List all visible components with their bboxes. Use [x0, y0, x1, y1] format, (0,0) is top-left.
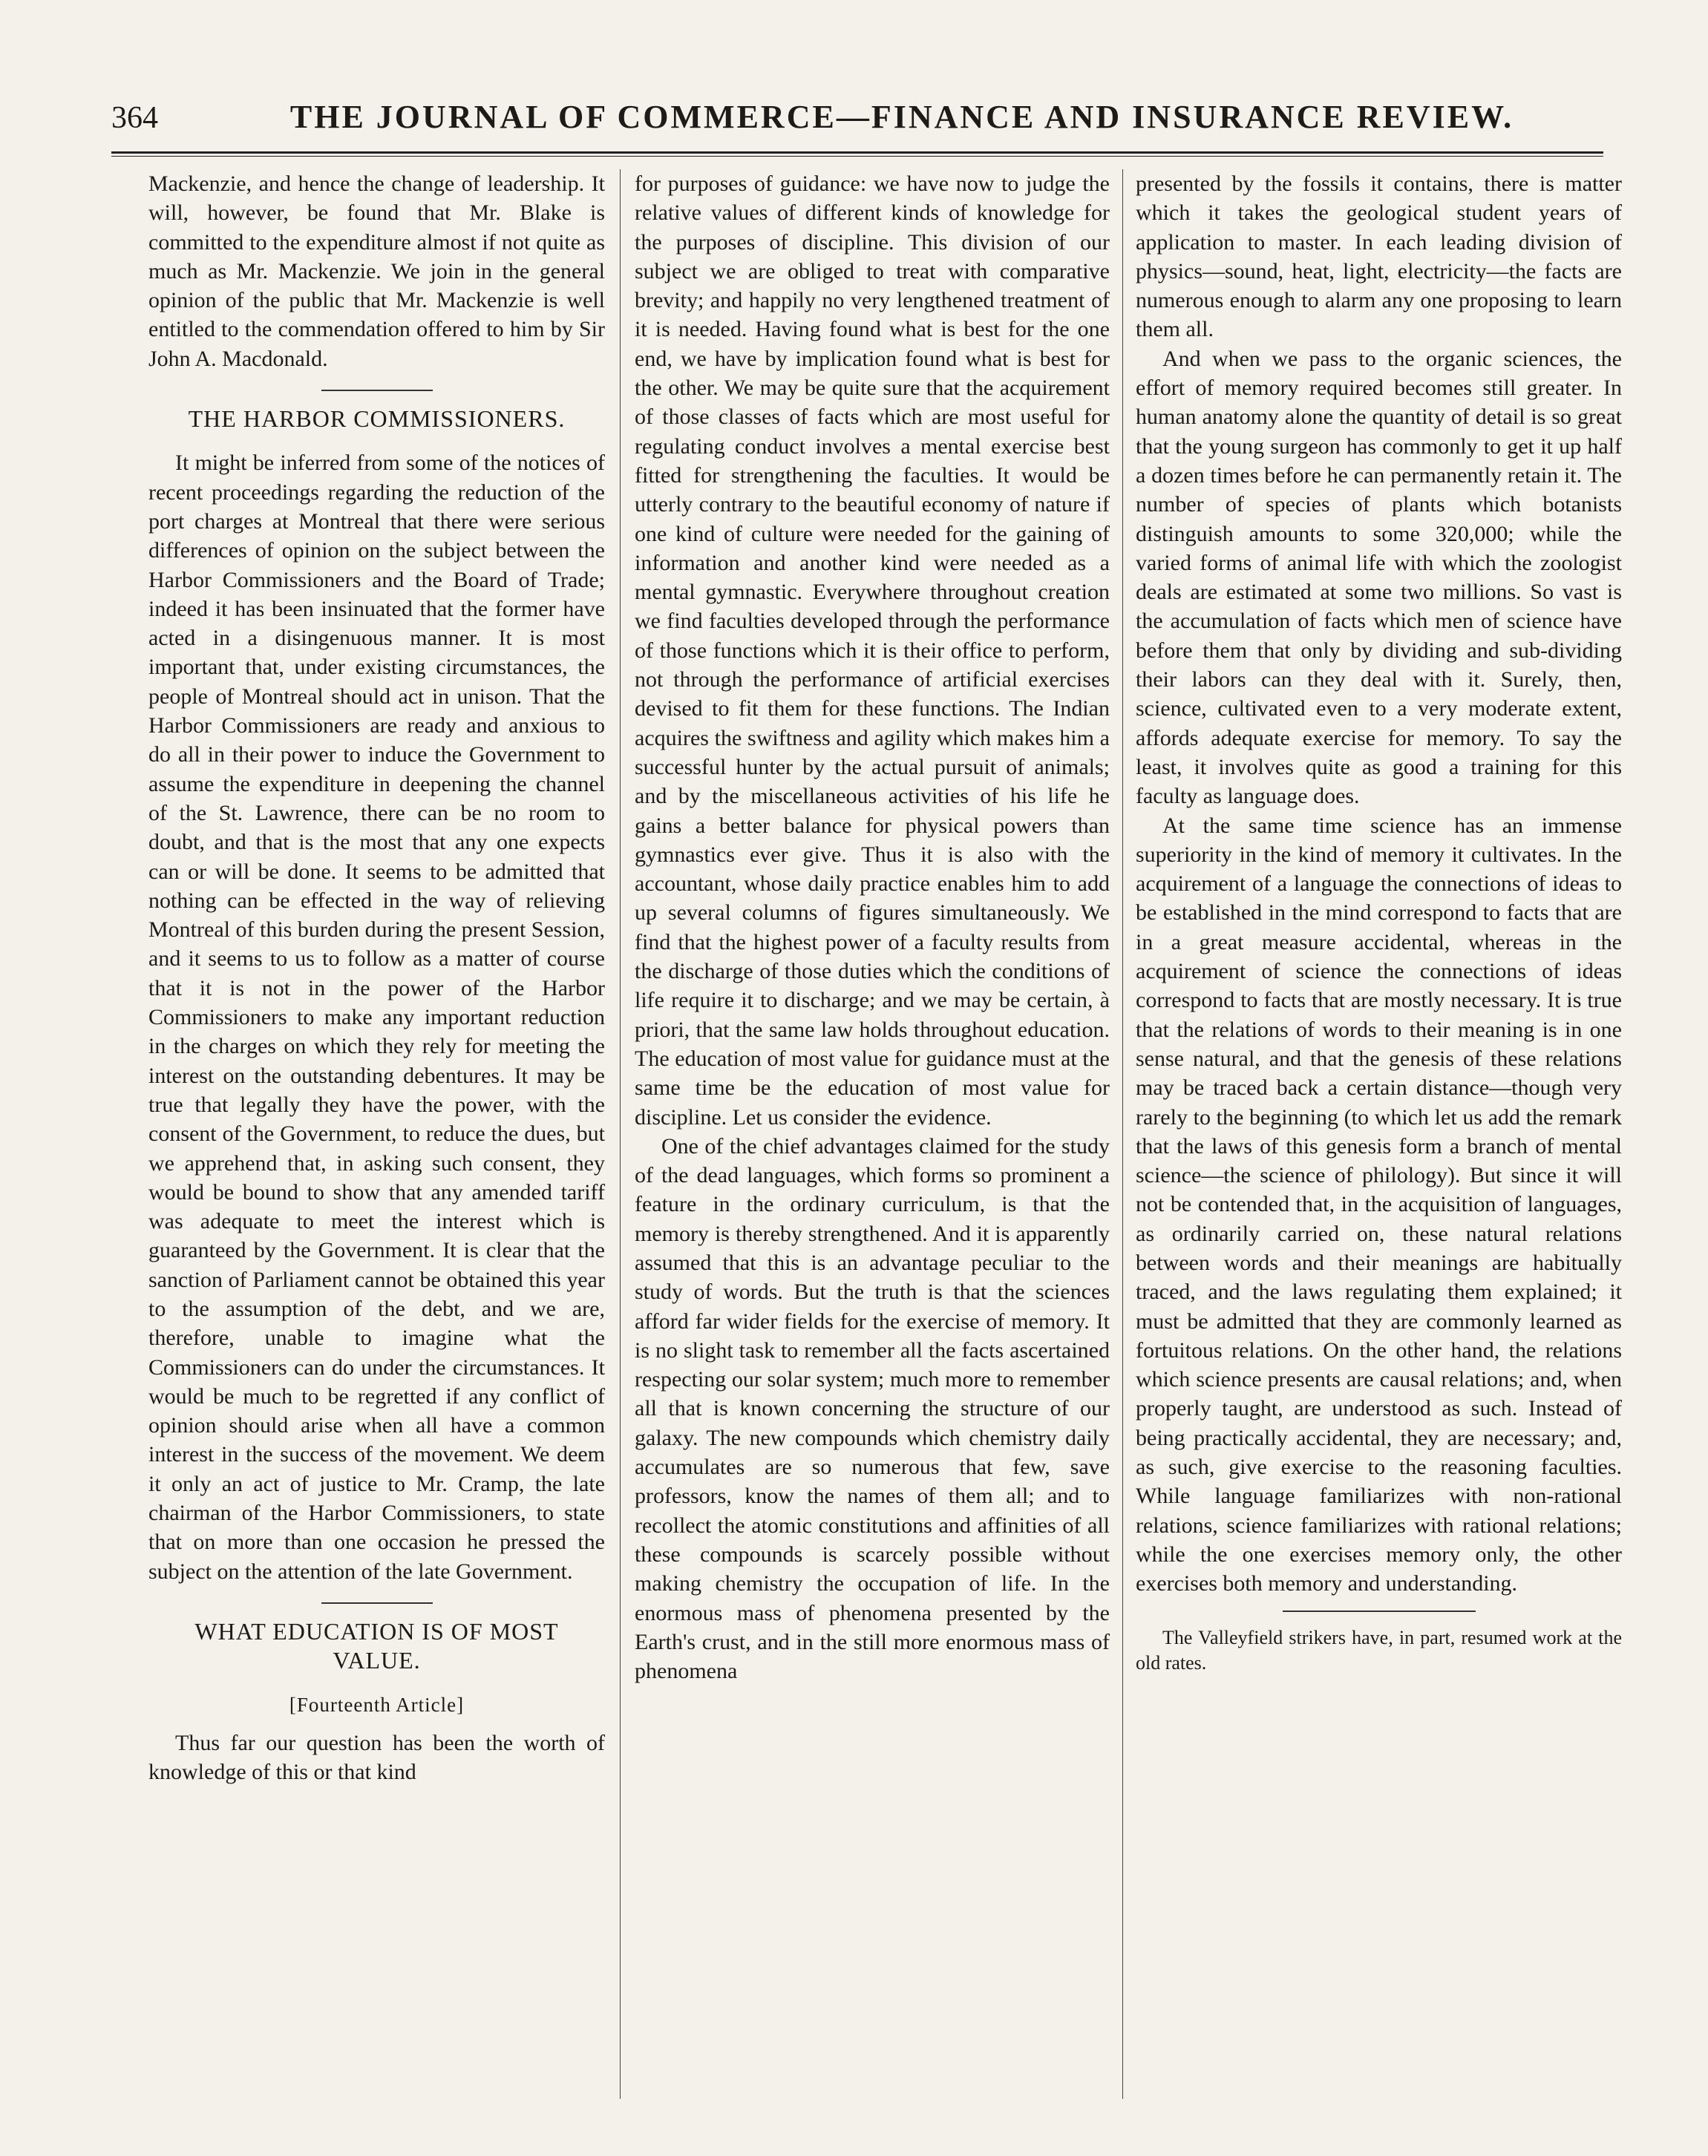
- column-3: [1136, 169, 1622, 2099]
- section-heading: WHAT EDUCATION IS OF MOST VALUE.: [194, 1617, 559, 1674]
- article-paragraph: And when we pass to the organic sciences, the effort of memory required becomes still greater. In human anatomy alone the quantity of detail is so great that the young surgeon has commonly to get it up half a dozen times before he can permanently retain it. The number of species of plants which botanists distinguish amounts to some 320,000; while the varied forms of animal life with which the zoologist deals are estimated at some two millions. So vast is the accumulation of facts which men of science have before them that only by dividing and sub-dividing their labors can they deal with it. Surely, then, science, cultivated even to a very moderate extent, affords adequate exercise for memory. To say the least, it involves quite as good a training for this faculty as language does.: [1136, 346, 1622, 809]
- column-divider: [620, 169, 621, 2099]
- news-note: The Valleyfield strikers have, in part, resumed work at the old rates.: [1136, 1626, 1622, 1674]
- column-2: [635, 169, 1110, 2099]
- column-1: [148, 169, 605, 2099]
- article-paragraph: Mackenzie, and hence the change of leadership. It will, however, be found that Mr. Blake is committed to the expenditure almost if not quite as much as Mr. Mackenzie. We join in the general opinion of the public that Mr. Mackenzie is well entitled to the commendation offered to him by Sir John A. Macdonald.: [148, 171, 605, 371]
- article-paragraph: It might be inferred from some of the notices of recent proceedings regarding the reduction of the port charges at Montreal that there were serious differences of opinion on the subject between the Harbor Commissioners and the Board of Trade; indeed it has been insinuated that the former have acted in a disingenuous manner. It is most important that, under existing circumstances, the people of Montreal should act in unison. That the Harbor Commissioners are ready and anxious to do all in their power to induce the Government to assume the expenditure in deepening the channel of the St. Lawrence, there can be no room to doubt, and that is the most that any one expects can or will be done. It seems to be admitted that nothing can be effected in the way of relieving Montreal of this burden during the present Session, and it seems to us to follow as a matter of course that it is not in the power of the Harbor Commissioners to make any important reduction in the charges on which they rely for meeting the interest on the outstanding debentures. It may be true that legally they have the power, with the consent of the Government, to reduce the dues, but we apprehend that, in asking such consent, they would be bound to show that any amended tariff was adequate to meet the interest which is guaranteed by the Government. It is clear that the sanction of Parliament cannot be obtained this year to the assumption of the debt, and we are, therefore, unable to imagine what the Commissioners can do under the circumstances. It would be much to be regretted if any conflict of opinion should arise when all have a common interest in the success of the movement. We deem it only an act of justice to Mr. Cramp, the late chairman of the Harbor Commissioners, to state that on more than one occasion he pressed the subject on the attention of the late Government.: [148, 450, 605, 1584]
- header-rule-thin: [111, 156, 1603, 157]
- journal-title: THE JOURNAL OF COMMERCE—FINANCE AND INSURANCE REVIEW.: [289, 99, 1514, 135]
- article-paragraph: Thus far our question has been the worth of knowledge of this or that kind: [148, 1730, 605, 1785]
- section-rule: [321, 1602, 433, 1604]
- article-paragraph: presented by the fossils it contains, there is matter which it takes the geological student years of application to master. In each leading division of physics—sound, heat, light, electricity—the facts are numerous enough to alarm any one proposing to learn them all.: [1136, 171, 1622, 342]
- article-subheading: [Fourteenth Article]: [289, 1693, 465, 1716]
- article-paragraph: One of the chief advantages claimed for the study of the dead languages, which forms so prominent a feature in the ordinary curriculum, is that the memory is thereby strengthened. And it is apparently assumed that this is an advantage peculiar to the study of words. But the truth is that the sciences afford far wider fields for the exercise of memory. It is no slight task to remember all the facts ascertained respecting our solar system; much more to remember all that is known concerning the structure of our galaxy. The new compounds which chemistry daily accumulates are so numerous that few, save professors, know the names of them all; and to recollect the atomic constitutions and affinities of all these compounds is scarcely possible without making chemistry the occupation of life. In the enormous mass of phenomena presented by the Earth's crust, and in the still more enormous mass of phenomena: [635, 1133, 1110, 1684]
- article-paragraph: for purposes of guidance: we have now to judge the relative values of different kinds of knowledge for the purposes of discipline. This division of our subject we are obliged to treat with comparative brevity; and happily no very lengthened treatment of it is needed. Having found what is best for the one end, we have by implication found what is best for the other. We may be quite sure that the acquirement of those classes of facts which are most useful for regulating conduct involves a mental exercise best fitted for strengthening the faculties. It would be utterly contrary to the beautiful economy of nature if one kind of culture were needed for the gaining of information and another kind were needed as a mental gymnastic. Everywhere throughout creation we find faculties developed through the performance of those functions which it is their office to perform, not through the performance of artificial exercises devised to fit them for these functions. The Indian acquires the swiftness and agility which makes him a successful hunter by the actual pursuit of animals; and by the miscellaneous activities of his life he gains a better balance for physical powers than gymnastics ever give. Thus it is also with the accountant, whose daily practice enables him to add up several columns of figures simultaneously. We find that the highest power of a faculty results from the discharge of those duties which the conditions of life require it to discharge; and we may be certain, à priori, that the same law holds throughout education. The education of most value for guidance must at the same time be the education of most value for discipline. Let us consider the evidence.: [635, 171, 1110, 1130]
- section-heading: THE HARBOR COMMISSIONERS.: [188, 405, 566, 433]
- section-rule: [1283, 1611, 1476, 1612]
- header-rule: [111, 151, 1603, 154]
- page-number: 364: [111, 101, 158, 135]
- column-divider: [1122, 169, 1123, 2099]
- page-header: [111, 98, 1603, 142]
- article-paragraph: At the same time science has an immense superiority in the kind of memory it cultivates. In the acquirement of a language the connections of ideas to be established in the mind correspond to facts that are in a great measure accidental, whereas in the acquirement of science the connections of ideas correspond to facts that are mostly necessary. It is true that the relations of words to their meaning is in one sense natural, and that the genesis of these relations may be traced back a certain distance—though very rarely to the beginning (to which let us add the remark that the laws of this genesis form a branch of mental science—the science of philology). But since it will not be contended that, in the acquisition of languages, as ordinarily carried on, these natural relations between words and their meanings are habitually traced, and the laws regulating them explained; it must be admitted that they are commonly learned as fortuitous relations. On the other hand, the relations which science presents are causal relations; and, when properly taught, are understood as such. Instead of being practically accidental, they are necessary; and, as such, give exercise to the reasoning faculties. While language familiarizes with non-rational relations, science familiarizes with rational relations; while the one exercises memory only, the other exercises both memory and understanding.: [1136, 813, 1622, 1596]
- section-rule: [321, 390, 433, 391]
